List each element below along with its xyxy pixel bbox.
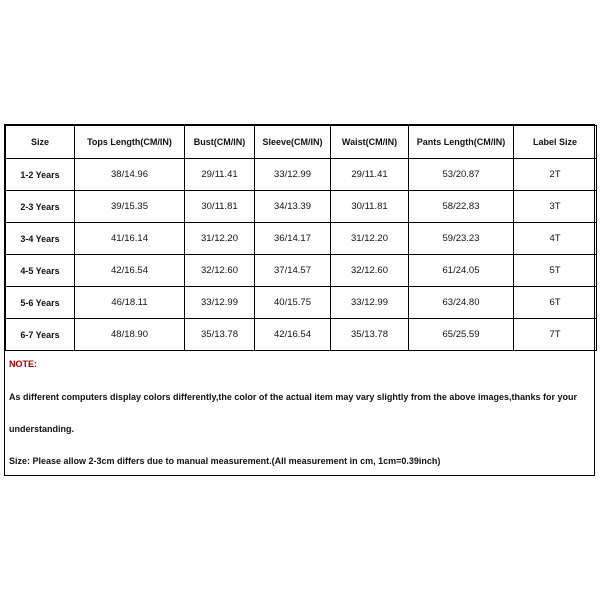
cell-tops-length: 39/15.35 [75,191,185,223]
cell-size: 1-2 Years [6,159,75,191]
header-bust: Bust(CM/IN) [185,126,255,159]
cell-label-size: 3T [514,191,597,223]
cell-tops-length: 48/18.90 [75,319,185,351]
table-row [6,255,597,287]
table-row [6,223,597,255]
table-row [6,319,597,351]
cell-waist: 31/12.20 [331,223,409,255]
cell-bust: 29/11.41 [185,159,255,191]
cell-tops-length: 41/16.14 [75,223,185,255]
table-row [6,159,597,191]
cell-bust: 32/12.60 [185,255,255,287]
cell-bust: 33/12.99 [185,287,255,319]
cell-tops-length: 42/16.54 [75,255,185,287]
note-color-disclaimer-end: understanding. [9,424,74,434]
cell-size: 2-3 Years [6,191,75,223]
cell-tops-length: 46/18.11 [75,287,185,319]
table-row [6,191,597,223]
table-row [6,287,597,319]
cell-label-size: 6T [514,287,597,319]
cell-label-size: 5T [514,255,597,287]
cell-sleeve: 37/14.57 [255,255,331,287]
cell-pants-length: 53/20.87 [409,159,514,191]
cell-sleeve: 34/13.39 [255,191,331,223]
cell-tops-length: 38/14.96 [75,159,185,191]
cell-size: 4-5 Years [6,255,75,287]
cell-waist: 29/11.41 [331,159,409,191]
cell-waist: 32/12.60 [331,255,409,287]
header-size: Size [6,126,75,159]
cell-label-size: 7T [514,319,597,351]
header-label-size: Label Size [514,126,597,159]
cell-waist: 35/13.78 [331,319,409,351]
note-color-disclaimer: As different computers display colors differently,the color of the actual item may vary slightly from the above images,thanks for your [9,392,577,402]
size-chart [4,124,595,476]
cell-waist: 30/11.81 [331,191,409,223]
cell-size: 5-6 Years [6,287,75,319]
header-row [6,126,597,159]
size-table [5,125,597,351]
cell-bust: 35/13.78 [185,319,255,351]
cell-pants-length: 59/23.23 [409,223,514,255]
cell-pants-length: 65/25.59 [409,319,514,351]
cell-label-size: 4T [514,223,597,255]
cell-bust: 30/11.81 [185,191,255,223]
cell-size: 6-7 Years [6,319,75,351]
cell-pants-length: 61/24.05 [409,255,514,287]
cell-sleeve: 36/14.17 [255,223,331,255]
header-waist: Waist(CM/IN) [331,126,409,159]
header-pants-length: Pants Length(CM/IN) [409,126,514,159]
cell-sleeve: 42/16.54 [255,319,331,351]
cell-sleeve: 40/15.75 [255,287,331,319]
header-tops-length: Tops Length(CM/IN) [75,126,185,159]
cell-label-size: 2T [514,159,597,191]
cell-size: 3-4 Years [6,223,75,255]
note-measurement: Size: Please allow 2-3cm differs due to manual measurement.(All measurement in cm, 1cm=0.39inch) [9,456,441,466]
note-title: NOTE: [9,359,37,369]
header-sleeve: Sleeve(CM/IN) [255,126,331,159]
cell-pants-length: 63/24.80 [409,287,514,319]
cell-sleeve: 33/12.99 [255,159,331,191]
cell-waist: 33/12.99 [331,287,409,319]
cell-pants-length: 58/22.83 [409,191,514,223]
cell-bust: 31/12.20 [185,223,255,255]
